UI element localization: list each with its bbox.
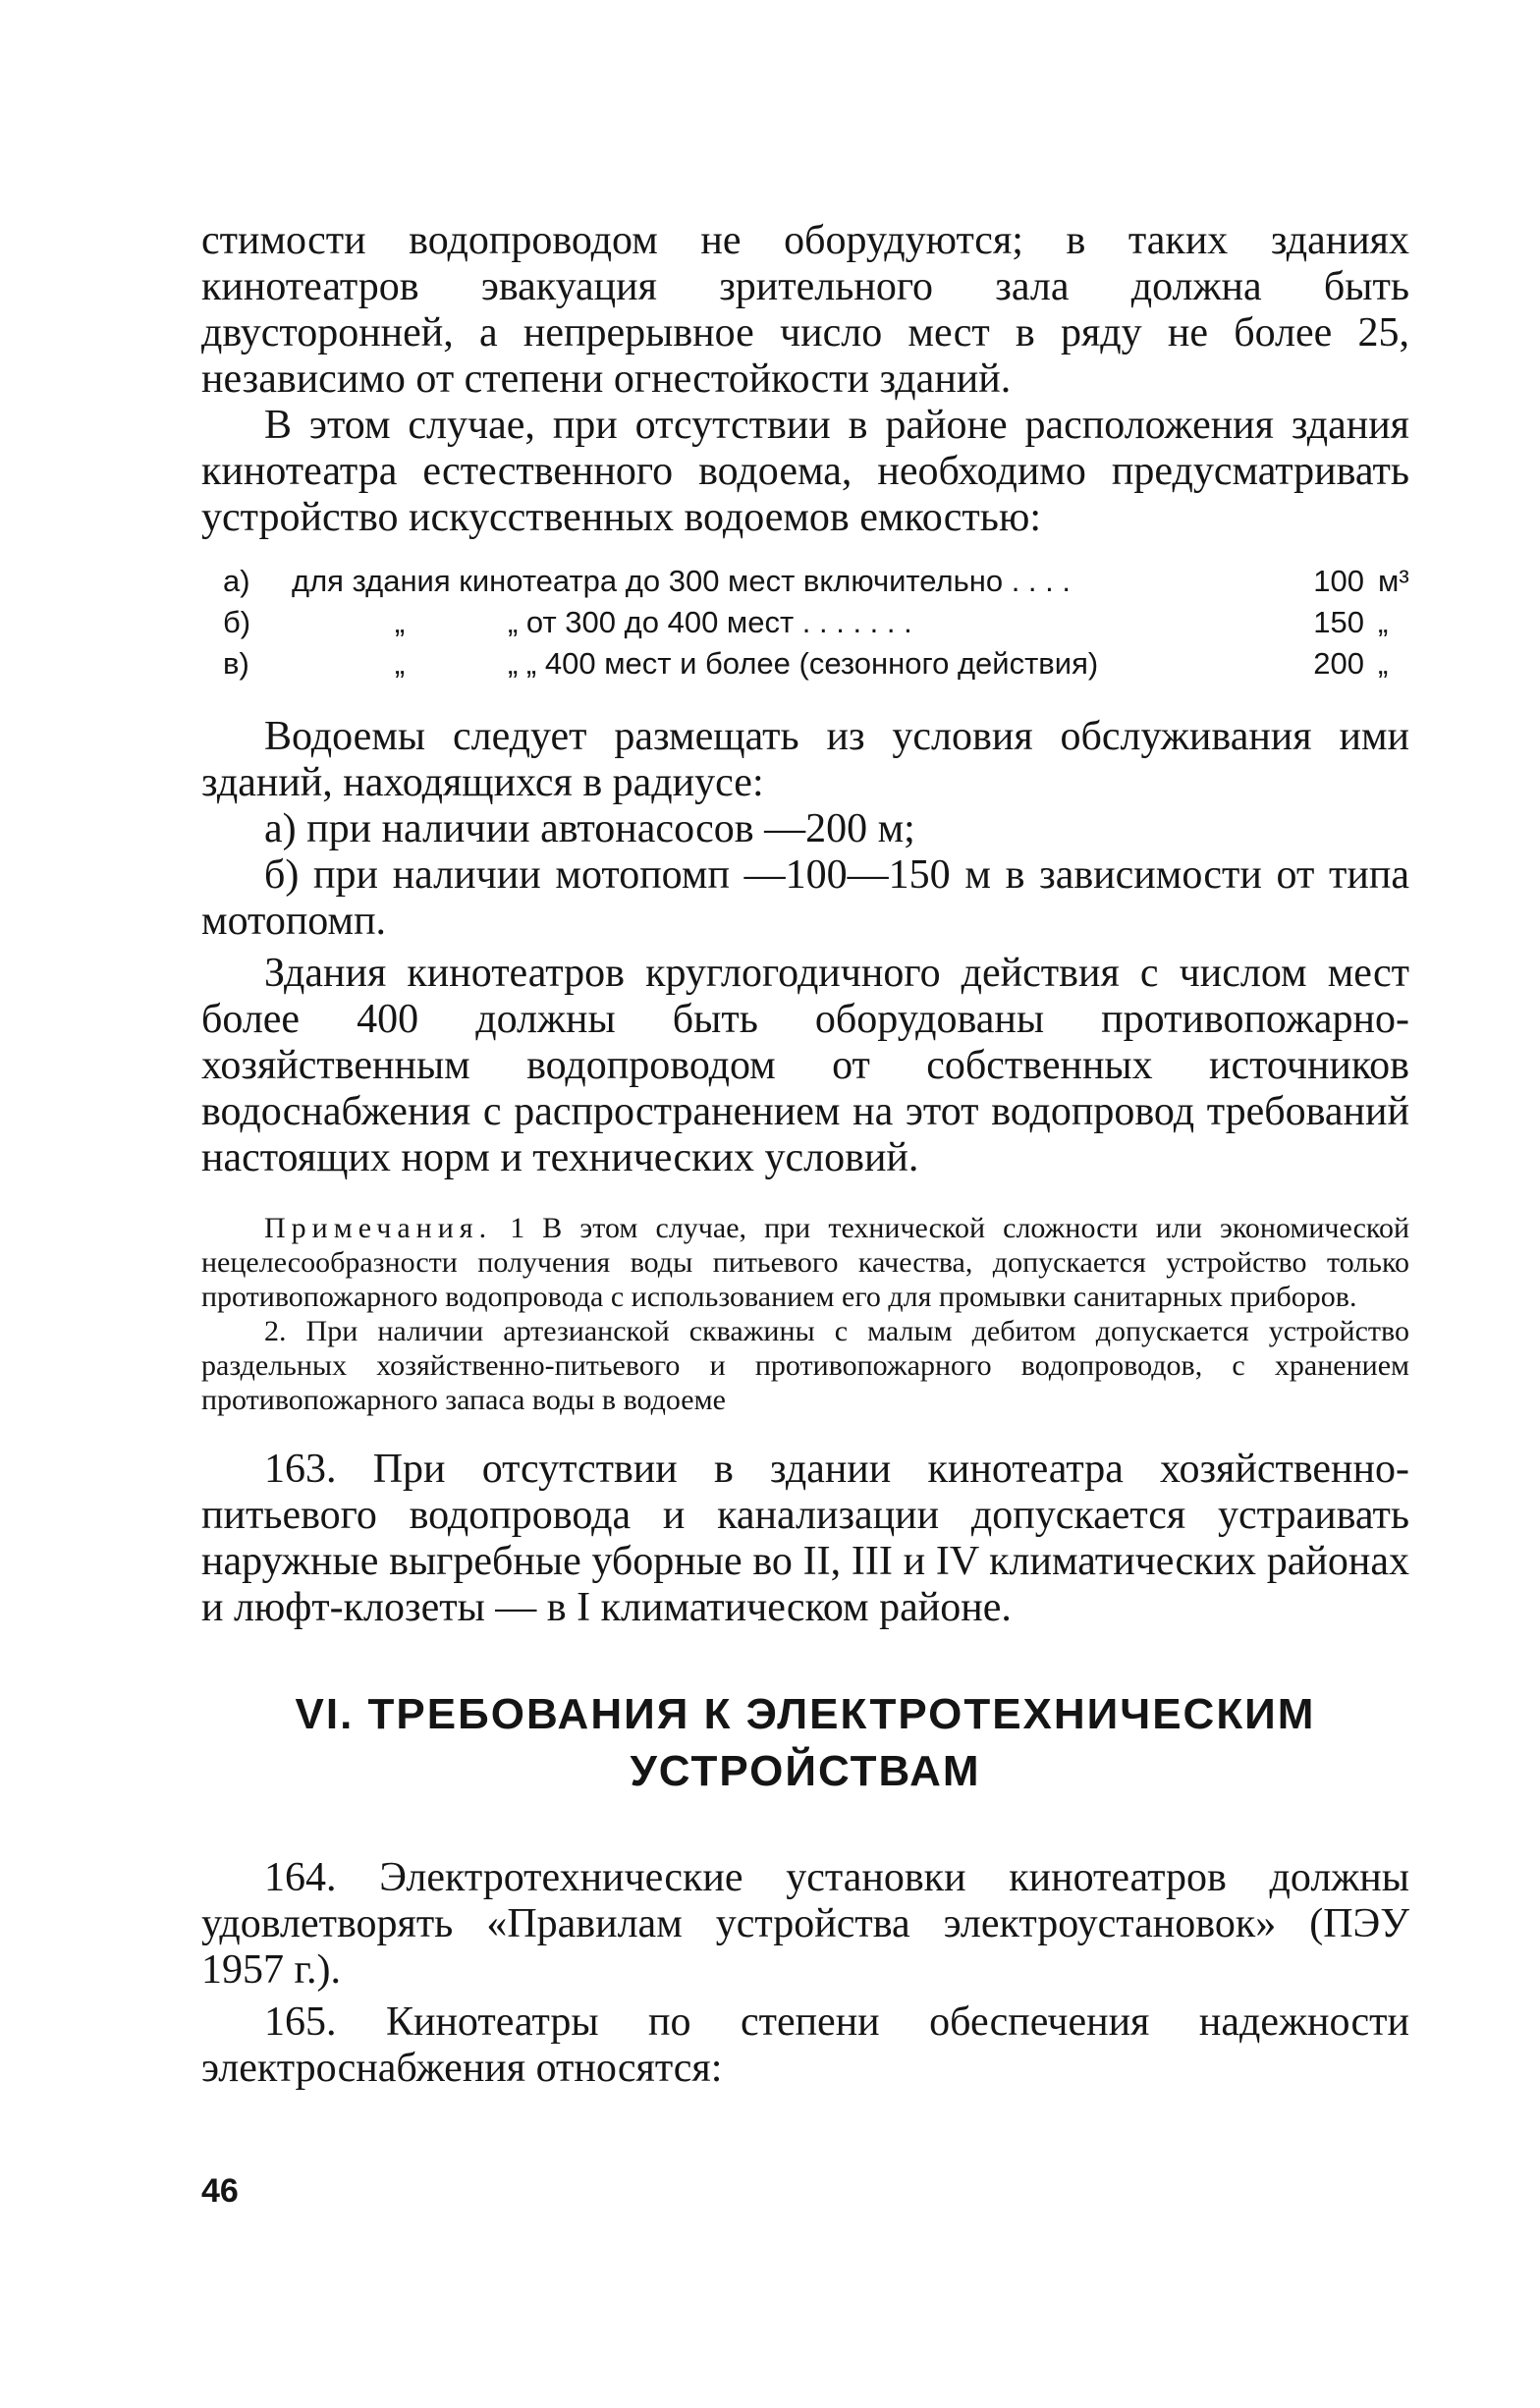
notes-lead: Примечания. bbox=[264, 1212, 493, 1244]
paragraph-autopumps: а) при наличии автонасосов —200 м; bbox=[264, 806, 915, 851]
page-body bbox=[201, 218, 1409, 2092]
capacity-row-value: 200 bbox=[1313, 646, 1364, 681]
capacity-row-ditto: „ bbox=[394, 646, 406, 681]
note-1 bbox=[201, 1211, 1409, 1314]
capacity-row-mark: б) bbox=[223, 605, 251, 639]
paragraph-motopumps: б) при наличии мотопомп —100—150 м в зависимости от типа мотопомп. bbox=[201, 852, 1409, 944]
page-number: 46 bbox=[201, 2172, 239, 2210]
paragraph-164: 164. Электротехнические установки кинотеатров должны удовлетворять «Правилам устройства электроустановок» (ПЭУ 1957 г.). bbox=[201, 1855, 1409, 1993]
capacity-row-value: 150 bbox=[1313, 605, 1364, 639]
section-heading-line-2: УСТРОЙСТВАМ bbox=[630, 1747, 981, 1795]
capacity-row-mark: а) bbox=[223, 564, 250, 598]
capacity-row-unit: „ bbox=[1378, 646, 1389, 681]
capacity-row-ditto: „ bbox=[394, 605, 406, 639]
capacity-row bbox=[223, 643, 1419, 684]
section-heading bbox=[201, 1686, 1409, 1800]
notes-block bbox=[201, 1211, 1409, 1417]
paragraph-165: 165. Кинотеатры по степени обеспечения надежности электроснабжения относятся: bbox=[201, 1999, 1409, 2091]
capacity-row-text: „ от 300 до 400 мест . . . . . . . bbox=[508, 605, 912, 639]
reservoir-capacity-list bbox=[223, 561, 1419, 684]
paragraph-reservoir-placement: Водоемы следует размещать из условия обслуживания ими зданий, находящихся в радиусе: bbox=[201, 714, 1409, 805]
capacity-row-text: „ „ 400 мест и более (сезонного действия) bbox=[508, 646, 1099, 681]
paragraph-reservoir-intro: В этом случае, при отсутствии в районе расположения здания кинотеатра естественного водоема, необходимо предусматривать устройство искусственных водоемов емкостью: bbox=[201, 403, 1409, 540]
capacity-row bbox=[223, 602, 1419, 643]
paragraph-evacuation: стимости водопроводом не оборудуются; в таких зданиях кинотеатров эвакуация зрительного зала должна быть двусторонней, а непрерывное число мест в ряду не более 25, независимо от степени огнестойкости зданий. bbox=[201, 218, 1409, 402]
section-heading-line-1: VI. ТРЕБОВАНИЯ К ЭЛЕКТРОТЕХНИЧЕСКИМ bbox=[295, 1690, 1316, 1738]
capacity-row-text: для здания кинотеатра до 300 мест включительно . . . . bbox=[292, 564, 1071, 598]
capacity-row bbox=[223, 561, 1419, 602]
capacity-row-value: 100 bbox=[1313, 564, 1364, 598]
capacity-row-unit: „ bbox=[1378, 605, 1389, 639]
paragraph-year-round-cinemas: Здания кинотеатров круглогодичного действия с числом мест более 400 должны быть оборудованы противопожарно-хозяйственным водопроводом от собственных источников водоснабжения с распространением на этот водопровод требований настоящих норм и технических условий. bbox=[201, 951, 1409, 1180]
capacity-row-mark: в) bbox=[223, 646, 249, 681]
paragraph-163: 163. При отсутствии в здании кинотеатра хозяйственно-питьевого водопровода и канализации допускается устраивать наружные выгребные уборные во II, III и IV климатических районах и люфт-клозеты — в I климатическом районе. bbox=[201, 1447, 1409, 1630]
note-2: 2. При наличии артезианской скважины с малым дебитом допускается устройство раздельных хозяйственно-питьевого и противопожарного водопроводов, с хранением противопожарного запаса воды в водоеме bbox=[201, 1315, 1409, 1416]
capacity-row-unit: м³ bbox=[1378, 564, 1409, 598]
note-1-text: 1 В этом случае, при технической сложности или экономической нецелесообразности получения воды питьевого качества, допускается устройство только противопожарного водопровода с использованием его для промывки санитарных приборов. bbox=[201, 1212, 1409, 1313]
